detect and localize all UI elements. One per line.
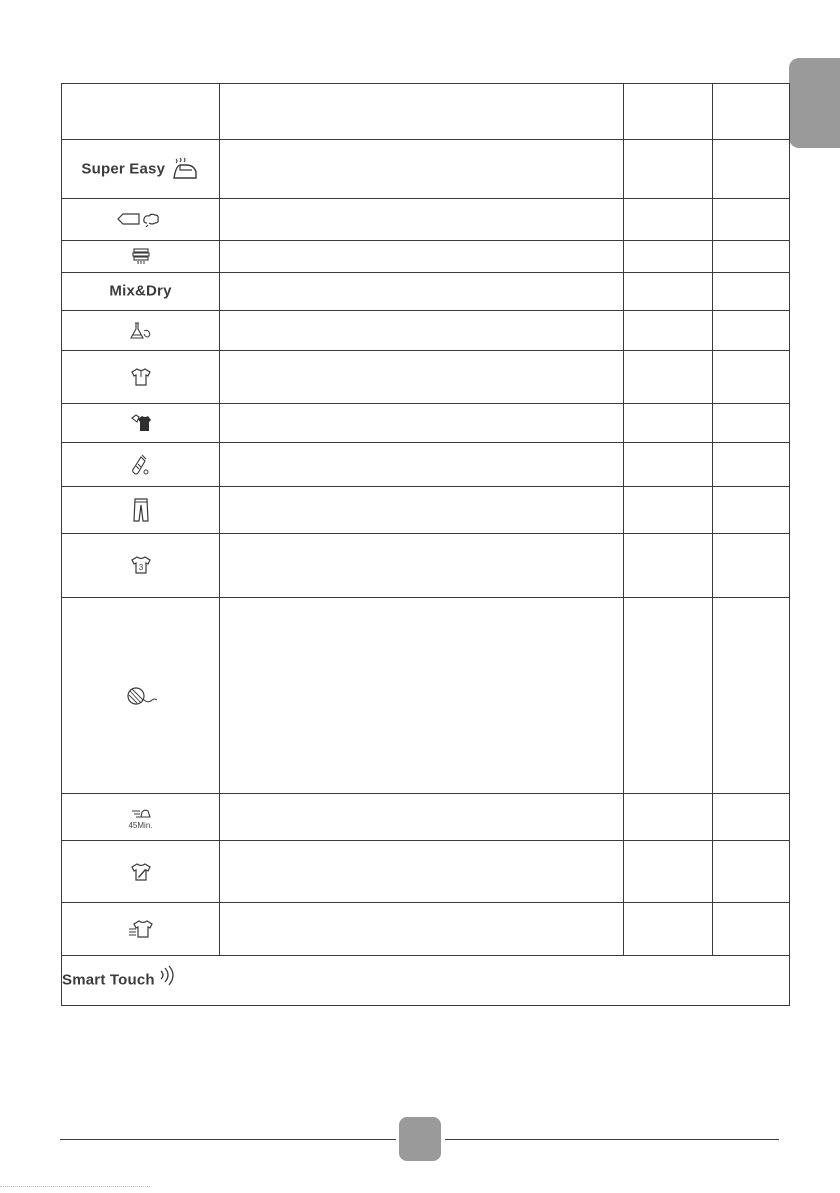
- value-cell: [713, 486, 790, 533]
- description-cell: [220, 240, 624, 272]
- super-easy-iron-icon: [170, 156, 200, 182]
- value-cell: [624, 486, 713, 533]
- value-cell: [713, 404, 790, 443]
- table-row: [62, 903, 790, 955]
- tag-cotton-icon: [117, 211, 165, 227]
- programme-icon-cell: [62, 486, 220, 533]
- description-cell: [220, 841, 624, 903]
- value-cell: [624, 199, 713, 240]
- programme-icon-cell: [62, 443, 220, 486]
- smart-touch-logo: Smart Touch: [62, 971, 155, 989]
- rapid-45-icon: [130, 807, 152, 819]
- programme-icon-cell: [62, 272, 220, 310]
- value-cell: [624, 903, 713, 955]
- value-cell: [624, 841, 713, 903]
- header-cell-col3: [624, 84, 713, 140]
- description-cell: [220, 310, 624, 350]
- smart-touch-cell: [62, 955, 790, 1005]
- programme-table: [61, 83, 790, 1006]
- sports-shirt-icon: [130, 555, 152, 575]
- value-cell: [713, 272, 790, 310]
- description-cell: [220, 351, 624, 404]
- value-cell: [713, 310, 790, 350]
- programme-icon-cell: [62, 140, 220, 199]
- table-row: [62, 443, 790, 486]
- value-cell: [624, 351, 713, 404]
- programme-icon-cell: [62, 310, 220, 350]
- rapid-45-label: 45Min.: [128, 820, 153, 830]
- shirt-steam-icon: [128, 919, 154, 939]
- programme-icon-cell: [62, 841, 220, 903]
- table-row: [62, 533, 790, 597]
- table-row: [62, 351, 790, 404]
- description-cell: [220, 598, 624, 794]
- wool-yarn-icon: [124, 684, 158, 708]
- value-cell: [713, 140, 790, 199]
- value-cell: [713, 533, 790, 597]
- dark-clothes-icon: [129, 413, 153, 433]
- description-cell: [220, 199, 624, 240]
- description-cell: [220, 272, 624, 310]
- value-cell: [624, 793, 713, 840]
- nfc-waves-icon: [159, 965, 177, 987]
- jeans-icon: [132, 497, 150, 523]
- baby-bottle-icon: [131, 453, 151, 477]
- page-number-badge: [399, 1117, 441, 1161]
- description-cell: [220, 486, 624, 533]
- value-cell: [624, 240, 713, 272]
- table-row: [62, 240, 790, 272]
- flask-stain-icon: [129, 321, 153, 341]
- value-cell: [713, 841, 790, 903]
- table-header-row: [62, 84, 790, 140]
- value-cell: [624, 598, 713, 794]
- table-row: [62, 841, 790, 903]
- mix-dry-icon: Mix&Dry: [109, 282, 172, 300]
- programme-icon-cell: [62, 598, 220, 794]
- smart-touch-row: [62, 955, 790, 1005]
- programme-icon-cell: [62, 533, 220, 597]
- value-cell: [713, 351, 790, 404]
- language-side-tab: [789, 58, 840, 148]
- table-row: [62, 404, 790, 443]
- table-row: [62, 598, 790, 794]
- super-easy-logo: Super Easy: [81, 160, 166, 178]
- table-row: [62, 310, 790, 350]
- value-cell: [713, 598, 790, 794]
- value-cell: [624, 272, 713, 310]
- table-row: [62, 272, 790, 310]
- value-cell: [624, 533, 713, 597]
- table-row: [62, 793, 790, 840]
- value-cell: [624, 140, 713, 199]
- value-cell: [713, 793, 790, 840]
- header-cell-programme: [62, 84, 220, 140]
- value-cell: [713, 903, 790, 955]
- footer-rule-left: [60, 1139, 396, 1140]
- description-cell: [220, 903, 624, 955]
- header-cell-col4: [713, 84, 790, 140]
- description-cell: [220, 533, 624, 597]
- value-cell: [624, 310, 713, 350]
- shirt-icon: [130, 367, 152, 387]
- description-cell: [220, 793, 624, 840]
- value-cell: [713, 240, 790, 272]
- programme-icon-cell: [62, 903, 220, 955]
- programme-icon-cell: [62, 793, 220, 840]
- table-row: [62, 140, 790, 199]
- programme-icon-cell: [62, 404, 220, 443]
- value-cell: [713, 443, 790, 486]
- description-cell: [220, 443, 624, 486]
- svg-text:3: 3: [138, 563, 143, 573]
- value-cell: [624, 404, 713, 443]
- value-cell: [713, 199, 790, 240]
- table-row: [62, 486, 790, 533]
- programme-icon-cell: [62, 240, 220, 272]
- header-cell-description: [220, 84, 624, 140]
- programme-icon-cell: [62, 351, 220, 404]
- value-cell: [624, 443, 713, 486]
- footer-rule-right: [445, 1139, 779, 1140]
- table-row: [62, 199, 790, 240]
- programme-icon-cell: [62, 199, 220, 240]
- description-cell: [220, 404, 624, 443]
- shirt-pencil-icon: [130, 862, 152, 882]
- description-cell: [220, 140, 624, 199]
- stacked-laundry-icon: [131, 247, 151, 265]
